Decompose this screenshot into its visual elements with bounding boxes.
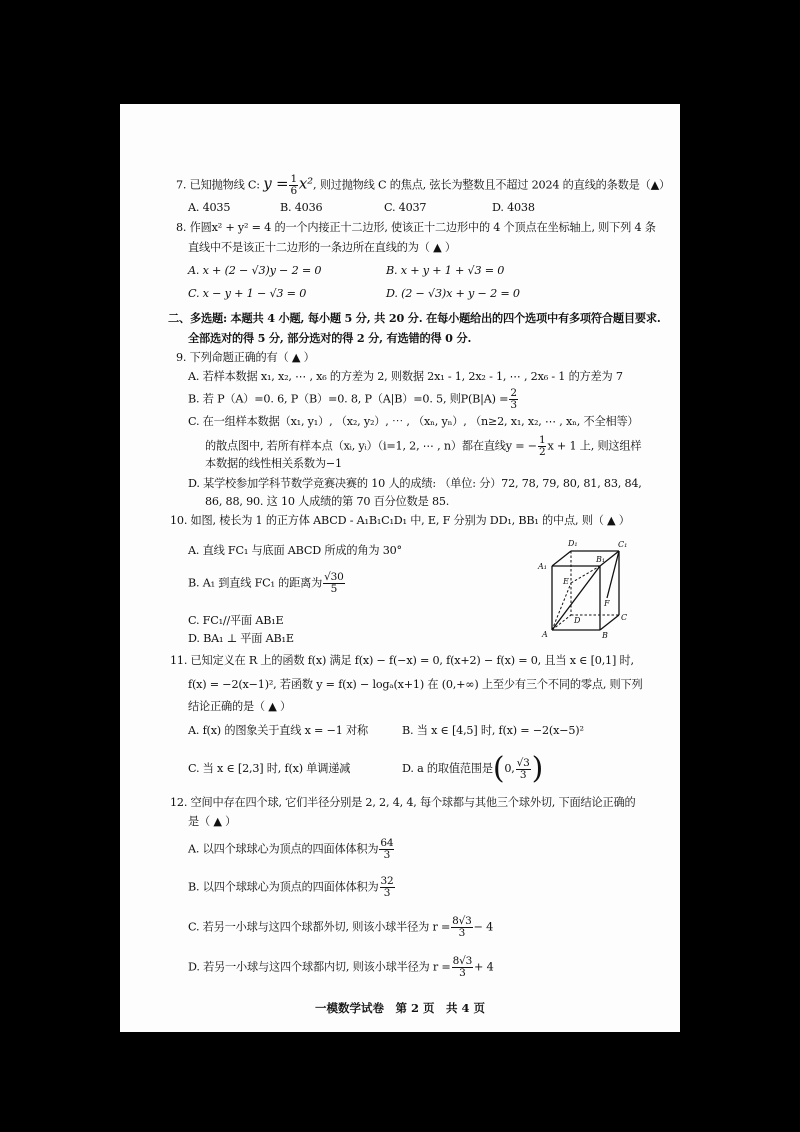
q11-option-d [402, 751, 544, 786]
label-b1: B₁ [596, 555, 606, 564]
q11-line1: 11. 已知定义在 R 上的函数 f(x) 满足 f(x) − f(−x) = 0, f(x+2) − f(x) = 0, 且当 x ∈ [0,1] 时, [170, 654, 634, 667]
q9-option-a: A. 若样本数据 x₁, x₂, ⋯ , x₆ 的方差为 2, 则数据 2x₁ - 1, 2x₂ - 1, ⋯ , 2x₆ - 1 的方差为 7 [188, 370, 623, 383]
q9-option-c-line1: C. 在一组样本数据（x₁, y₁）, （x₂, y₂）, ⋯ , （xₙ, yₙ）, （n≥2, x₁, x₂, ⋯ , xₙ, 不全相等） [188, 415, 639, 428]
frac-den: 3 [459, 967, 466, 979]
q7-option-d: D. 4038 [492, 201, 535, 214]
label-d: D [574, 616, 581, 625]
q7-option-c: C. 4037 [384, 201, 427, 214]
left-paren: ( [492, 751, 505, 786]
q9-option-b-fraction [509, 388, 517, 411]
frac-den: 5 [330, 583, 338, 595]
q12-b-fraction [380, 876, 395, 899]
label-e: E [563, 577, 569, 586]
q9-c-pre: 的散点图中, 若所有样本点（xᵢ, yᵢ）（i=1, 2, ⋯ , n）都在直线y = − [205, 439, 537, 453]
label-c: C [621, 613, 628, 622]
q7-eq-x: x² [298, 174, 313, 193]
section2-heading: 二、多选题: 本题共 4 小题, 每小题 5 分, 共 20 分. 在每小题给出的四个选项中有多项符合题目要求. [168, 311, 661, 325]
q12-line1: 12. 空间中存在四个球, 它们半径分别是 2, 2, 4, 4, 每个球都与其他三个球外切, 下面结论正确的 [170, 796, 636, 809]
q10-option-b [188, 572, 346, 595]
q12-option-b [188, 876, 396, 899]
label-c1: C₁ [618, 540, 628, 549]
q7-prefix: 7. 已知抛物线 C: [176, 178, 264, 192]
frac-den: 3 [383, 849, 391, 861]
q12-option-d [188, 956, 494, 979]
q10-option-b-text: B. A₁ 到直线 FC₁ 的距离为 [188, 576, 323, 590]
section2-scoring: 全部选对的得 5 分, 部分选对的得 2 分, 有选错的得 0 分. [188, 331, 472, 345]
q7-suffix: , 则过抛物线 C 的焦点, 弦长为整数且不超过 2024 的直线的条数是（▲） [313, 178, 670, 192]
q7-fraction [289, 174, 297, 197]
right-paren: ) [531, 751, 544, 786]
q11-option-d-text: D. a 的取值范围是 [402, 762, 493, 775]
q7-frac-den: 6 [290, 185, 297, 197]
q9-option-b-text: B. 若 P（A）=0. 6, P（B）=0. 8, P（A|B）=0. 5, 则P(B|A) = [188, 392, 509, 406]
frac-num: 8√3 [452, 955, 473, 967]
frac-num: 32 [380, 875, 394, 887]
cube-figure [530, 532, 640, 642]
q8-line1: 8. 作圆x² + y² = 4 的一个内接正十二边形, 使该正十二边形中的 4 个顶点在坐标轴上, 则下列 4 条 [176, 221, 656, 234]
q7-frac-num: 1 [290, 173, 297, 185]
q8-line2: 直线中不是该正十二边形的一条边所在直线的为（ ▲ ） [188, 241, 456, 254]
frac-den: 3 [458, 927, 466, 939]
q10-option-b-fraction [323, 572, 344, 595]
frac-num: √30 [324, 571, 344, 583]
frac-num: 1 [538, 434, 546, 446]
q11-option-b: B. 当 x ∈ [4,5] 时, f(x) = −2(x−5)² [402, 724, 584, 737]
q12-c-tail: − 4 [473, 920, 494, 934]
q10-option-a: A. 直线 FC₁ 与底面 ABCD 所成的角为 30° [188, 544, 402, 557]
q12-d-tail: + 4 [474, 960, 494, 974]
q12-a-fraction [379, 838, 394, 861]
q12-option-c [188, 916, 493, 939]
q9-c-fraction [538, 435, 546, 458]
label-b: B [602, 631, 608, 640]
q11-option-c: C. 当 x ∈ [2,3] 时, f(x) 单调递减 [188, 762, 351, 775]
frac-den: 3 [383, 887, 391, 899]
q12-option-a [188, 838, 395, 861]
label-a1: A₁ [538, 562, 547, 571]
page-footer: 一模数学试卷 第 2 页 共 4 页 [314, 1001, 486, 1015]
frac-num: 64 [380, 837, 394, 849]
q12-d-text: D. 若另一小球与这四个球都内切, 则该小球半径为 r = [188, 960, 451, 974]
q12-d-fraction [452, 956, 473, 979]
q11-option-a: A. f(x) 的图象关于直线 x = −1 对称 [188, 724, 369, 737]
q10-stem: 10. 如图, 棱长为 1 的正方体 ABCD - A₁B₁C₁D₁ 中, E, F 分别为 DD₁, BB₁ 的中点, 则（ ▲ ） [170, 514, 630, 527]
frac-den: 2 [538, 446, 546, 458]
q12-a-text: A. 以四个球球心为顶点的四面体体积为 [188, 842, 379, 856]
q11-d-left: 0, [504, 762, 515, 775]
exam-page [120, 104, 680, 1032]
q11-d-fraction [516, 758, 531, 781]
q11-line2: f(x) = −2(x−1)², 若函数 y = f(x) − logₐ(x+1) 在 (0,+∞) 上至少有三个不同的零点, 则下列 [188, 678, 643, 691]
label-a: A [542, 630, 548, 639]
q12-b-text: B. 以四个球球心为顶点的四面体体积为 [188, 880, 379, 894]
q10-option-d: D. BA₁ ⊥ 平面 AB₁E [188, 632, 294, 645]
label-d1: D₁ [568, 539, 578, 548]
q7-option-b: B. 4036 [280, 201, 323, 214]
q9-option-c-line2 [205, 435, 641, 458]
q12-line2: 是（ ▲ ） [188, 815, 237, 828]
q8-option-d: D. (2 − √3)x + y − 2 = 0 [386, 287, 520, 300]
frac-den: 3 [510, 399, 517, 411]
q12-c-fraction [451, 916, 472, 939]
q8-option-a: A. x + (2 − √3)y − 2 = 0 [188, 264, 322, 277]
q7-stem [176, 174, 670, 197]
q10-option-c: C. FC₁//平面 AB₁E [188, 614, 284, 627]
q8-option-c: C. x − y + 1 − √3 = 0 [188, 287, 307, 300]
q12-c-text: C. 若另一小球与这四个球都外切, 则该小球半径为 r = [188, 920, 451, 934]
q9-option-c-line3: 本数据的线性相关系数为−1 [205, 457, 342, 470]
frac-num: 8√3 [452, 915, 472, 927]
q9-option-d-line2: 86, 88, 90. 这 10 人成绩的第 70 百分位数是 85. [205, 495, 450, 508]
frac-num: √3 [516, 756, 530, 769]
q11-line3: 结论正确的是（ ▲ ） [188, 700, 292, 713]
label-f: F [604, 599, 610, 608]
q9-stem: 9. 下列命题正确的有（ ▲ ） [176, 351, 315, 364]
q9-c-post: x + 1 上, 则这组样 [547, 439, 642, 453]
q9-option-d-line1: D. 某学校参加学科节数学竞赛决赛的 10 人的成绩: （单位: 分）72, 78, 79, 80, 81, 83, 84, [188, 477, 642, 490]
frac-den: 3 [519, 768, 527, 781]
q7-option-a: A. 4035 [188, 201, 231, 214]
q9-option-b [188, 388, 519, 411]
q8-option-b: B. x + y + 1 + √3 = 0 [386, 264, 505, 277]
frac-num: 2 [510, 387, 517, 399]
q7-eq-y: y = [263, 174, 289, 193]
